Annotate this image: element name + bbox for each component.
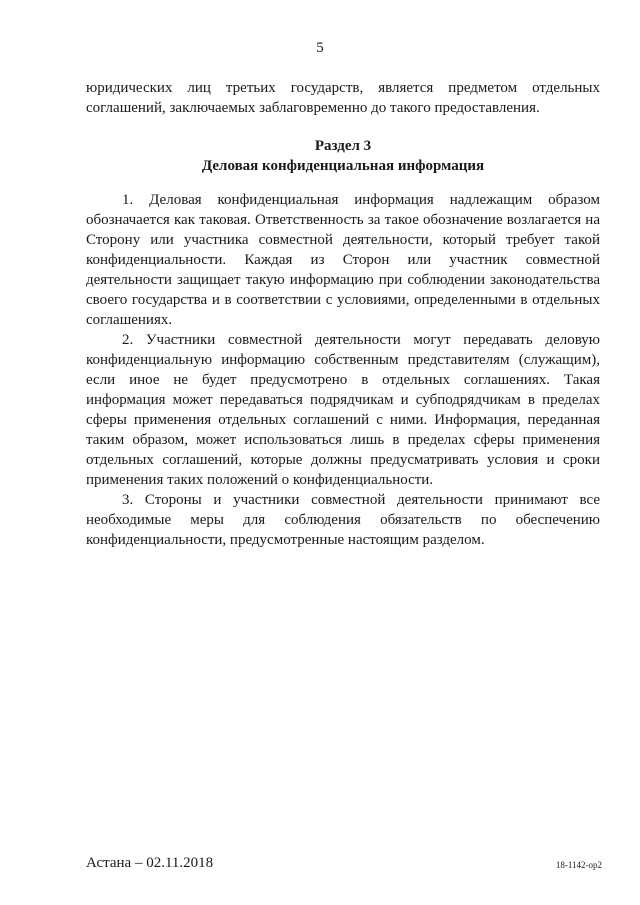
footer-document-code: 18-1142-ор2 xyxy=(555,860,602,870)
document-body xyxy=(86,78,600,550)
paragraph-2: 2. Участники совместной деятельности могут передавать деловую конфиденциальную информацию собственным представителям (служащим), если иное не будет предусмотрено в отдельных соглашениях. Такая информация может передаваться подрядчикам и субподрядчикам в пределах сферы применения отдельных соглашений с ними. Информация, переданная таким образом, может использоваться лишь в пределах сферы применения отдельных соглашений, которые должны предусматривать условия и сроки применения таких положений о конфиденциальности. xyxy=(86,332,600,488)
page-number: 5 xyxy=(316,40,324,56)
paragraph-3: 3. Стороны и участники совместной деятельности принимают все необходимые меры для соблюдения обязательств по обеспечению конфиденциальности, предусмотренные настоящим разделом. xyxy=(86,492,600,548)
paragraph-1: 1. Деловая конфиденциальная информация надлежащим образом обозначается как таковая. Ответственность за такое обозначение возлагается на Сторону или участника совместной деятельности, который требует такой конфиденциальности. Каждая из Сторон или участник совместной деятельности защищает такую информацию при соблюдении законодательства своего государства и в соответствии с условиями, определенными в отдельных соглашениях. xyxy=(86,192,600,328)
section-heading xyxy=(86,136,600,176)
section-number: Раздел 3 xyxy=(314,138,372,154)
continuation-paragraph: юридических лиц третьих государств, является предметом отдельных соглашений, заключаемых заблаговременно до такого предоставления. xyxy=(86,80,600,116)
footer-place-date: Астана – 02.11.2018 xyxy=(86,855,214,871)
section-title: Деловая конфиденциальная информация xyxy=(201,158,485,174)
